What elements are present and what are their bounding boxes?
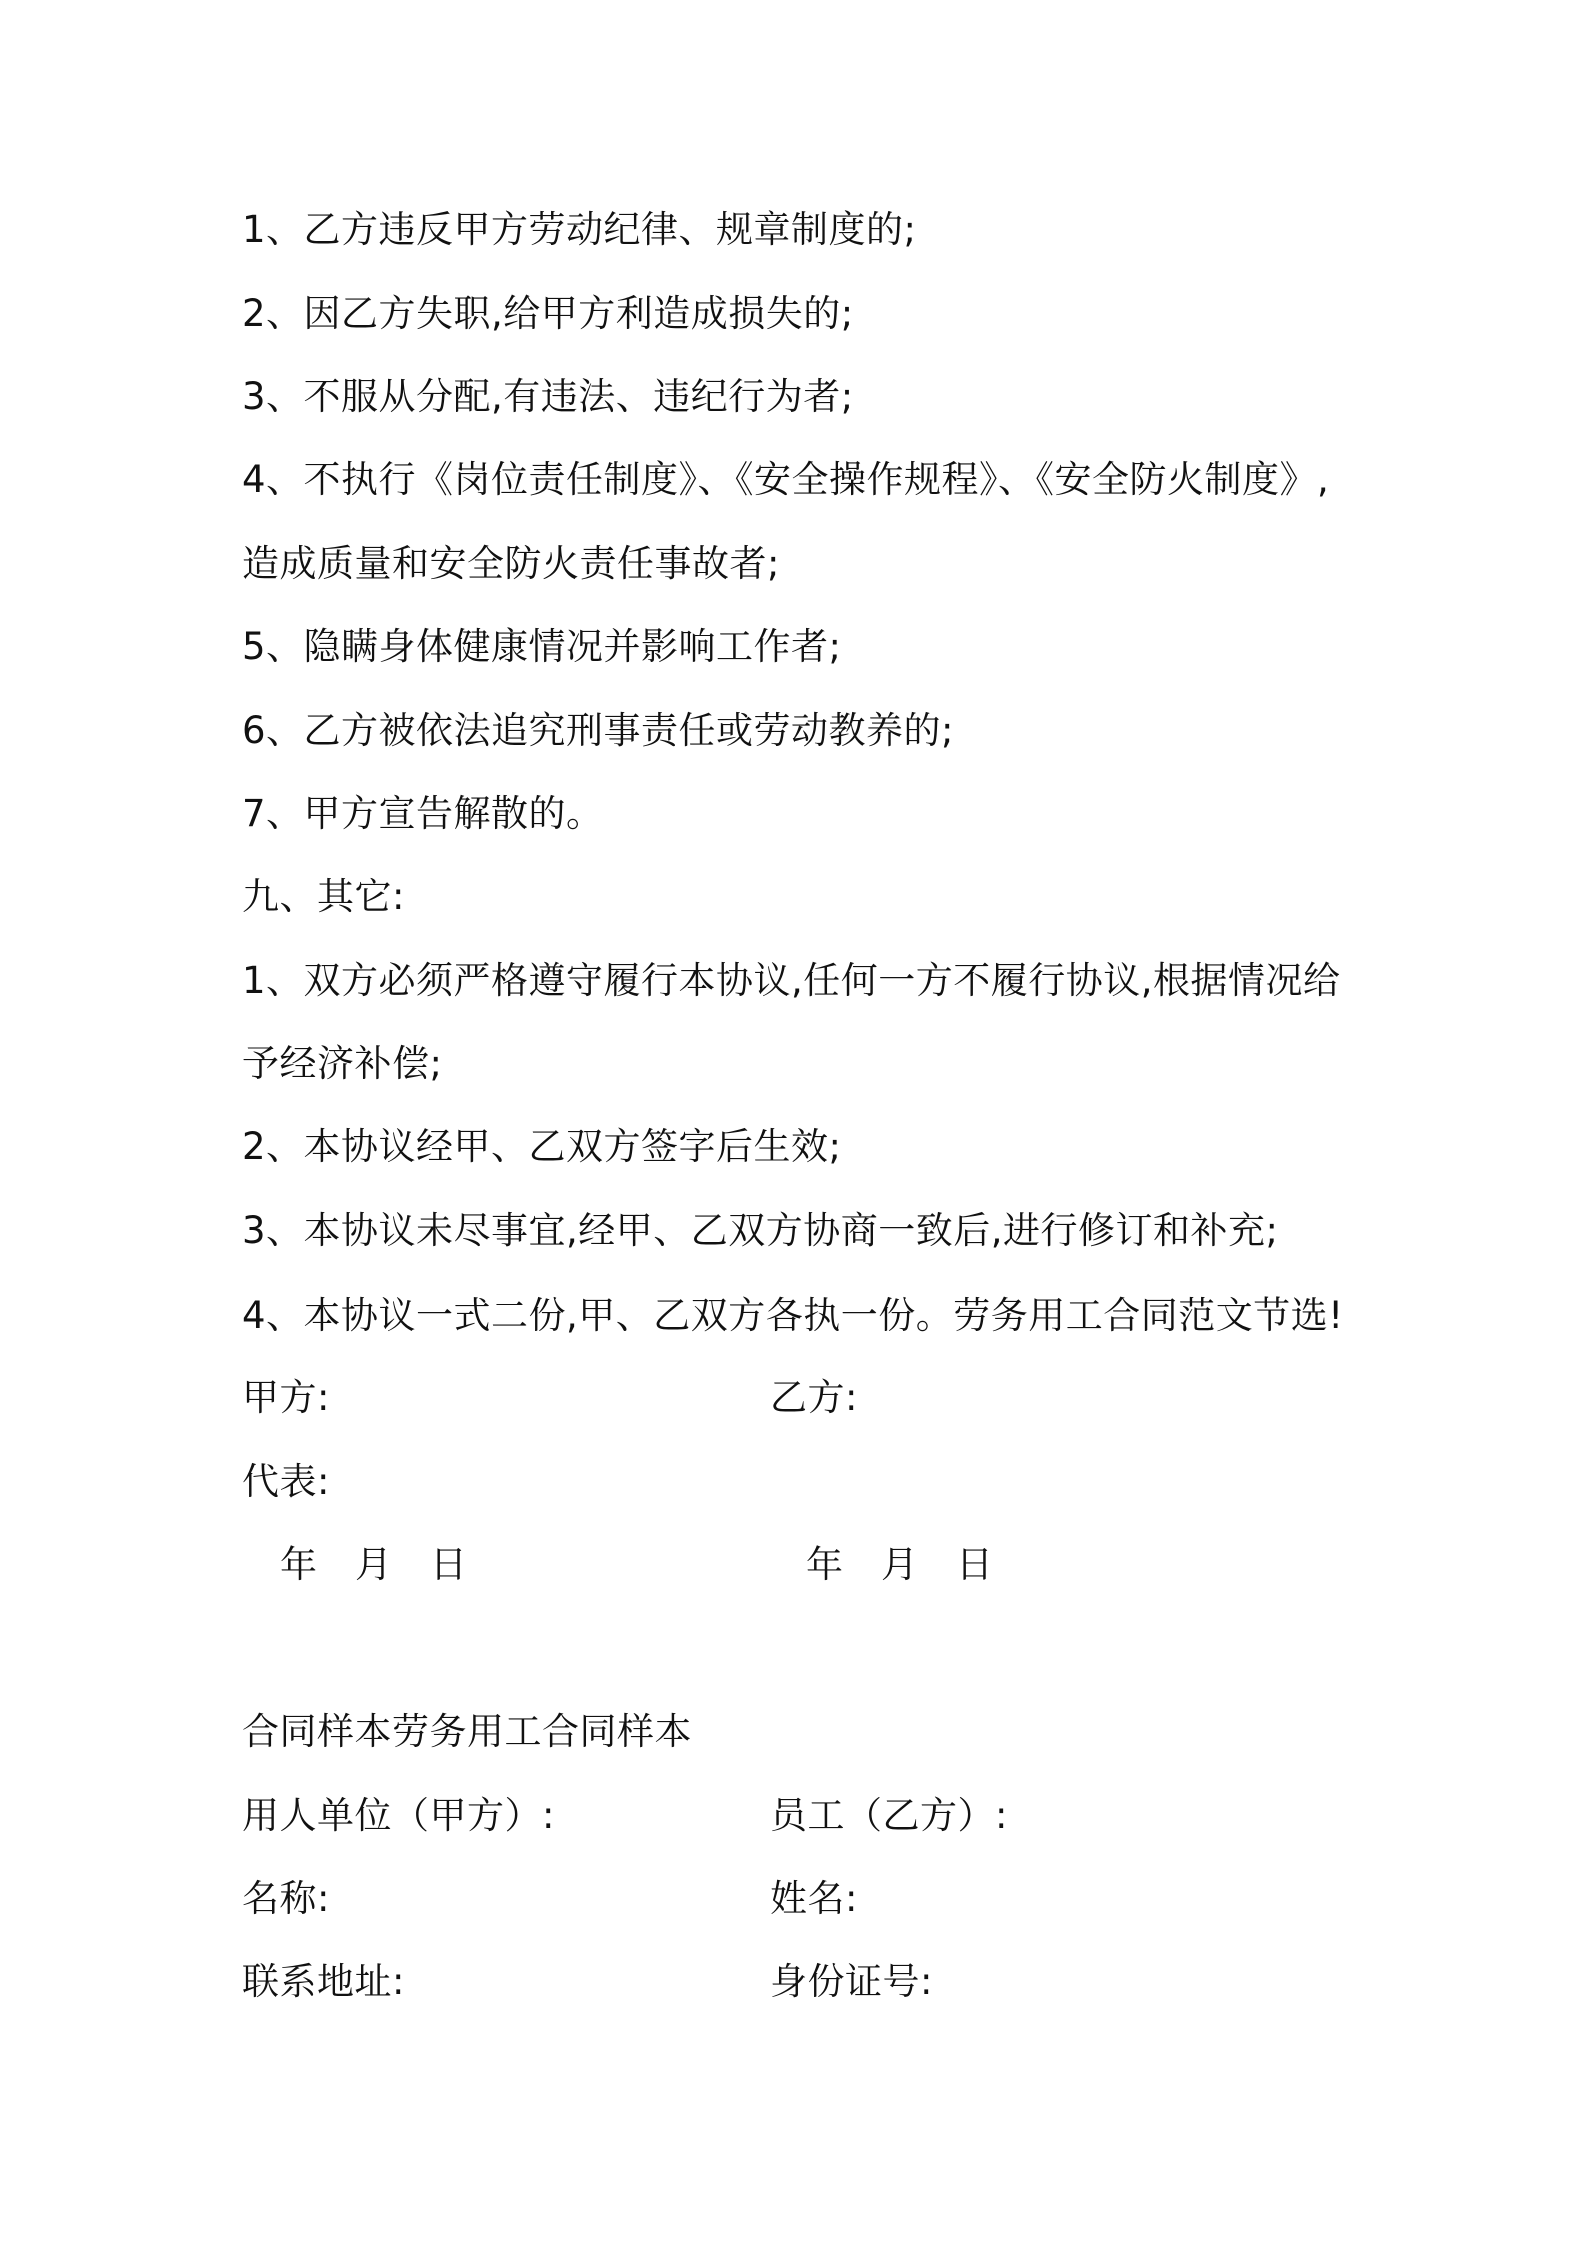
termination-item-7: 7、甲方宣告解散的。 (242, 792, 604, 835)
termination-item-4-continued: 造成质量和安全防火责任事故者; (242, 542, 780, 585)
party-a-date (280, 1541, 467, 1589)
party-b-label: 乙方: (770, 1376, 858, 1419)
termination-item-4: 4、不执行《岗位责任制度》、《安全操作规程》、《安全防火制度》, (242, 458, 1330, 501)
section-nine-heading: 九、其它: (242, 875, 405, 918)
termination-item-3: 3、不服从分配,有违法、违纪行为者; (242, 375, 854, 418)
termination-item-6: 6、乙方被依法追究刑事责任或劳动教养的; (242, 709, 955, 752)
termination-item-1: 1、乙方违反甲方劳动纪律、规章制度的; (242, 208, 917, 251)
date-day: 日 (956, 1543, 993, 1586)
employee-label: 员工（乙方）: (770, 1794, 1008, 1837)
termination-item-5: 5、隐瞒身体健康情况并影响工作者; (242, 625, 842, 668)
party-b-date (806, 1541, 993, 1589)
section-nine-item-1: 1、双方必须严格遵守履行本协议,任何一方不履行协议,根据情况给 (242, 959, 1341, 1002)
date-year: 年 (280, 1543, 317, 1586)
section-nine-item-3: 3、本协议未尽事宜,经甲、乙双方协商一致后,进行修订和补充; (242, 1209, 1279, 1252)
person-name-label: 姓名: (770, 1877, 858, 1920)
date-year: 年 (806, 1543, 843, 1586)
employer-label: 用人单位（甲方）: (242, 1794, 555, 1837)
termination-item-2: 2、因乙方失职,给甲方利造成损失的; (242, 292, 854, 335)
section-nine-item-2: 2、本协议经甲、乙双方签字后生效; (242, 1125, 842, 1168)
company-name-label: 名称: (242, 1877, 330, 1920)
id-number-label: 身份证号: (770, 1960, 933, 2003)
sample-contract-title: 合同样本劳务用工合同样本 (242, 1710, 692, 1753)
date-month: 月 (881, 1543, 918, 1586)
section-nine-item-1-continued: 予经济补偿; (242, 1042, 443, 1085)
representative-label: 代表: (242, 1460, 330, 1503)
address-label: 联系地址: (242, 1960, 405, 2003)
party-a-label: 甲方: (242, 1376, 330, 1419)
date-month: 月 (355, 1543, 392, 1586)
date-day: 日 (430, 1543, 467, 1586)
section-nine-item-4: 4、本协议一式二份,甲、乙双方各执一份。劳务用工合同范文节选! (242, 1294, 1344, 1337)
